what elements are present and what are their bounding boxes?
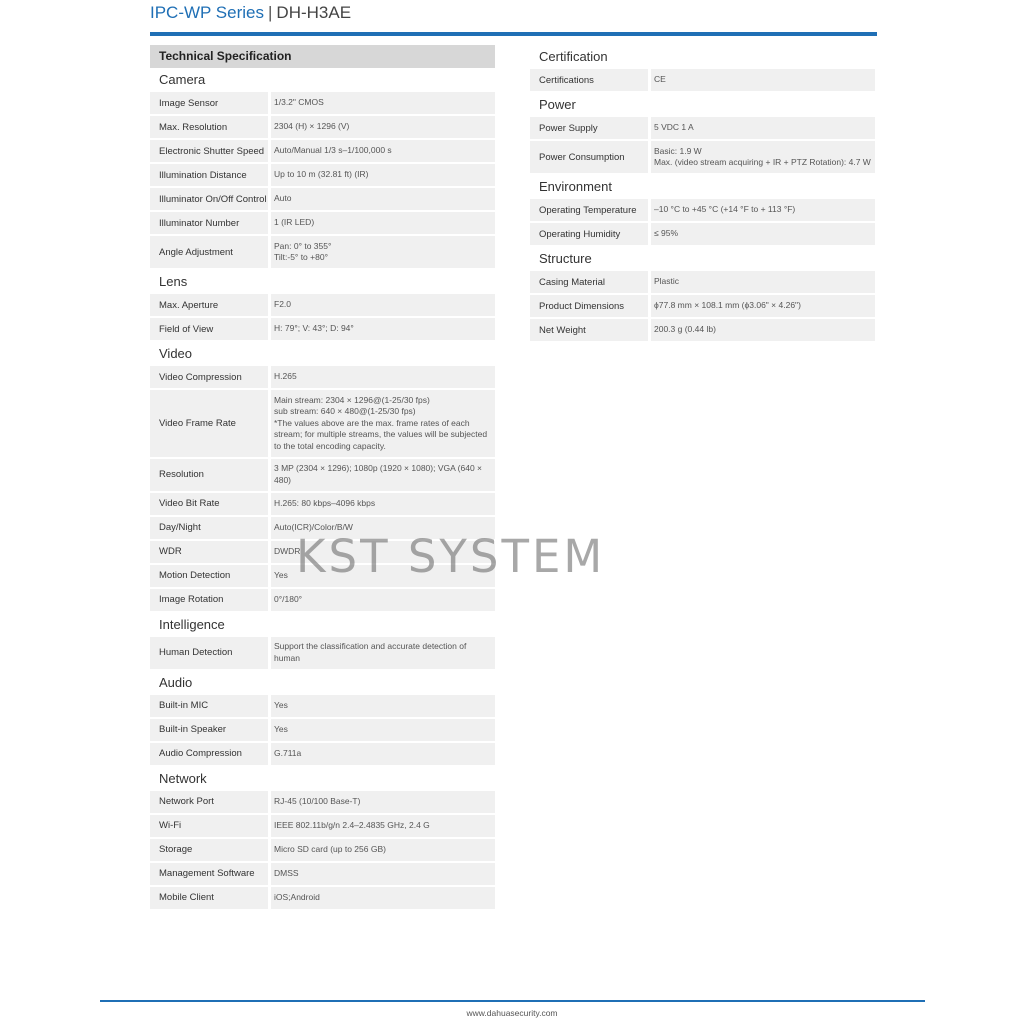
- spec-value: [651, 271, 875, 293]
- footer-divider: [100, 1000, 925, 1002]
- spec-value: [271, 887, 495, 909]
- section-title: Network: [159, 770, 207, 786]
- spec-row: [150, 493, 495, 515]
- spec-label: Casing Material: [530, 271, 648, 293]
- section-title: Video: [159, 346, 193, 361]
- spec-value-line: DMSS: [274, 867, 299, 878]
- spec-value-line: Auto: [274, 193, 292, 204]
- spec-value-line: 3 MP (2304 × 1296); 1080p (1920 × 1080); VGA (640 ×: [274, 463, 483, 473]
- document-header: [150, 3, 351, 23]
- spec-label: Electronic Shutter Speed: [150, 140, 268, 162]
- spec-row: [530, 295, 875, 317]
- spec-label: Operating Temperature: [530, 199, 648, 221]
- spec-row: [150, 589, 495, 611]
- spec-value: [271, 294, 495, 316]
- spec-value-line: Pan: 0° to 355°: [274, 240, 332, 251]
- model-name: DH-H3AE: [276, 3, 352, 22]
- spec-value: [271, 140, 495, 162]
- spec-value: [271, 92, 495, 114]
- spec-value-line: CE: [654, 74, 666, 85]
- spec-label: Illuminator Number: [150, 212, 268, 234]
- spec-label: Power Consumption: [530, 141, 648, 173]
- spec-value-line: ≤ 95%: [654, 228, 679, 239]
- spec-row: [150, 140, 495, 162]
- section-title: Structure: [539, 251, 592, 266]
- spec-value: [271, 236, 495, 268]
- section-title: Audio: [159, 674, 193, 690]
- spec-value-line: DWDR: [274, 545, 301, 556]
- spec-row: [150, 863, 495, 885]
- spec-value-line: 1/3.2" CMOS: [274, 97, 324, 108]
- spec-label: Illuminator On/Off Control: [150, 188, 268, 210]
- spec-row: [150, 743, 495, 765]
- spec-value-line: human: [274, 652, 300, 663]
- spec-value: [271, 791, 495, 813]
- spec-row: [150, 719, 495, 741]
- spec-label: Network Port: [150, 791, 268, 813]
- spec-label: Image Sensor: [150, 92, 268, 114]
- spec-label: Product Dimensions: [530, 295, 648, 317]
- section-title: Lens: [159, 274, 188, 289]
- spec-value: [271, 318, 495, 340]
- spec-label: Video Compression: [150, 366, 268, 388]
- spec-value-line: iOS;Android: [274, 891, 320, 902]
- spec-value-line: 5 VDC 1 A: [654, 122, 694, 133]
- spec-label: Operating Humidity: [530, 223, 648, 245]
- spec-value-line: 480): [274, 474, 292, 485]
- spec-value: [651, 141, 875, 173]
- spec-label: Max. Resolution: [150, 116, 268, 138]
- spec-value-line: H: 79°; V: 43°; D: 94°: [274, 323, 354, 334]
- spec-label: Certifications: [530, 69, 648, 91]
- spec-row: [530, 69, 875, 91]
- spec-value-line: Main stream: 2304 × 1296@(1-25/30 fps): [274, 394, 430, 405]
- spec-value-line: 2304 (H) × 1296 (V): [274, 121, 350, 132]
- spec-row: [150, 212, 495, 234]
- spec-value-line: 1 (IR LED): [274, 217, 315, 228]
- spec-value: [271, 637, 495, 669]
- spec-row: [150, 92, 495, 114]
- spec-row: [530, 223, 875, 245]
- spec-row: [530, 319, 875, 341]
- spec-label: Power Supply: [530, 117, 648, 139]
- spec-label: Human Detection: [150, 637, 268, 669]
- spec-row: [530, 271, 875, 293]
- spec-value-line: RJ-45 (10/100 Base-T): [274, 795, 361, 806]
- spec-row: [530, 117, 875, 139]
- spec-row: [150, 637, 495, 669]
- spec-label: Video Bit Rate: [150, 493, 268, 515]
- spec-value: [651, 295, 875, 317]
- spec-row: [150, 815, 495, 837]
- spec-row: [150, 164, 495, 186]
- section-title: Camera: [159, 72, 206, 87]
- section-title: Environment: [539, 179, 612, 194]
- section-title: Intelligence: [159, 616, 225, 632]
- spec-row: [150, 236, 495, 268]
- spec-value-line: Yes: [274, 723, 288, 734]
- spec-row: [530, 141, 875, 173]
- header-divider: [150, 32, 877, 36]
- watermark: KST SYSTEM: [296, 530, 606, 583]
- section-title: Power: [539, 97, 576, 112]
- spec-value: [271, 459, 495, 491]
- spec-value: [271, 493, 495, 515]
- spec-value-line: to the total encoding capacity.: [274, 440, 386, 451]
- spec-value-line: Auto/Manual 1/3 s–1/100,000 s: [274, 145, 392, 156]
- spec-value-line: Micro SD card (up to 256 GB): [274, 843, 386, 854]
- spec-label: Motion Detection: [150, 565, 268, 587]
- footer-url[interactable]: www.dahuasecurity.com: [466, 1008, 558, 1018]
- spec-label: Built-in Speaker: [150, 719, 268, 741]
- spec-value: [271, 116, 495, 138]
- spec-row: [150, 791, 495, 813]
- spec-value: [271, 188, 495, 210]
- spec-value-line: H.265: [274, 371, 297, 382]
- spec-label: Field of View: [150, 318, 268, 340]
- spec-value: [271, 743, 495, 765]
- spec-value-line: Support the classification and accurate detection of: [274, 641, 467, 651]
- spec-row: [150, 188, 495, 210]
- spec-label: Max. Aperture: [150, 294, 268, 316]
- spec-value: [271, 164, 495, 186]
- spec-value: [651, 117, 875, 139]
- spec-row: [150, 318, 495, 340]
- spec-row: [150, 839, 495, 861]
- spec-value-line: Yes: [274, 569, 288, 580]
- spec-label: Illumination Distance: [150, 164, 268, 186]
- spec-value-line: Max. (video stream acquiring + IR + PTZ Rotation): 4.7 W: [654, 157, 871, 167]
- series-name: IPC-WP Series: [150, 3, 264, 22]
- spec-value-line: sub stream: 640 × 480@(1-25/30 fps): [274, 406, 416, 416]
- spec-row: [150, 887, 495, 909]
- spec-row: [150, 294, 495, 316]
- spec-value: [271, 390, 495, 457]
- spec-value-line: ϕ77.8 mm × 108.1 mm (ϕ3.06" × 4.26"): [654, 300, 801, 311]
- spec-row: [530, 199, 875, 221]
- spec-label: Net Weight: [530, 319, 648, 341]
- spec-value-line: Auto(ICR)/Color/B/W: [274, 521, 353, 532]
- spec-value: [651, 223, 875, 245]
- spec-row: [150, 116, 495, 138]
- spec-label: Storage: [150, 839, 268, 861]
- right-column: [530, 45, 875, 343]
- right-spec-body: [530, 45, 875, 341]
- spec-value-line: F2.0: [274, 299, 292, 310]
- spec-label: Mobile Client: [150, 887, 268, 909]
- spec-value-line: Up to 10 m (32.81 ft) (IR): [274, 169, 369, 180]
- spec-value: [271, 815, 495, 837]
- spec-value: [271, 839, 495, 861]
- section-title: Certification: [539, 49, 608, 64]
- spec-value: [651, 69, 875, 91]
- spec-row: [150, 390, 495, 457]
- spec-label: Angle Adjustment: [150, 236, 268, 268]
- spec-row: [150, 459, 495, 491]
- spec-value-line: Tilt:-5° to +80°: [274, 252, 328, 262]
- spec-label: Management Software: [150, 863, 268, 885]
- spec-value-line: IEEE 802.11b/g/n 2.4–2.4835 GHz, 2.4 G: [274, 819, 430, 830]
- spec-value-line: Basic: 1.9 W: [654, 145, 702, 156]
- spec-value: [271, 366, 495, 388]
- spec-value: [271, 719, 495, 741]
- spec-value: [651, 319, 875, 341]
- spec-label: Day/Night: [150, 517, 268, 539]
- left-spec-body: [150, 68, 495, 909]
- spec-value-line: –10 °C to +45 °C (+14 °F to + 113 °F): [654, 204, 796, 215]
- spec-value-line: 200.3 g (0.44 lb): [654, 324, 716, 335]
- spec-value: [271, 212, 495, 234]
- spec-value: [651, 199, 875, 221]
- spec-label: Audio Compression: [150, 743, 268, 765]
- spec-value-line: stream; for multiple streams, the values will be subjected: [274, 429, 488, 439]
- spec-value-line: H.265: 80 kbps–4096 kbps: [274, 497, 376, 508]
- spec-label: Wi-Fi: [150, 815, 268, 837]
- spec-value-line: Plastic: [654, 276, 680, 287]
- spec-value: [271, 695, 495, 717]
- spec-label: Resolution: [150, 459, 268, 491]
- spec-value: [271, 589, 495, 611]
- spec-label: WDR: [150, 541, 268, 563]
- left-column: [150, 45, 495, 911]
- spec-label: Video Frame Rate: [150, 390, 268, 457]
- spec-value: [271, 863, 495, 885]
- spec-value-line: 0°/180°: [274, 593, 303, 604]
- spec-label: Image Rotation: [150, 589, 268, 611]
- spec-row: [150, 695, 495, 717]
- header-separator: |: [268, 3, 273, 22]
- spec-banner: Technical Specification: [150, 45, 495, 68]
- spec-value-line: Yes: [274, 699, 288, 710]
- spec-value-line: *The values above are the max. frame rates of each: [274, 417, 470, 428]
- spec-row: [150, 366, 495, 388]
- spec-label: Built-in MIC: [150, 695, 268, 717]
- spec-value-line: G.711a: [274, 747, 302, 758]
